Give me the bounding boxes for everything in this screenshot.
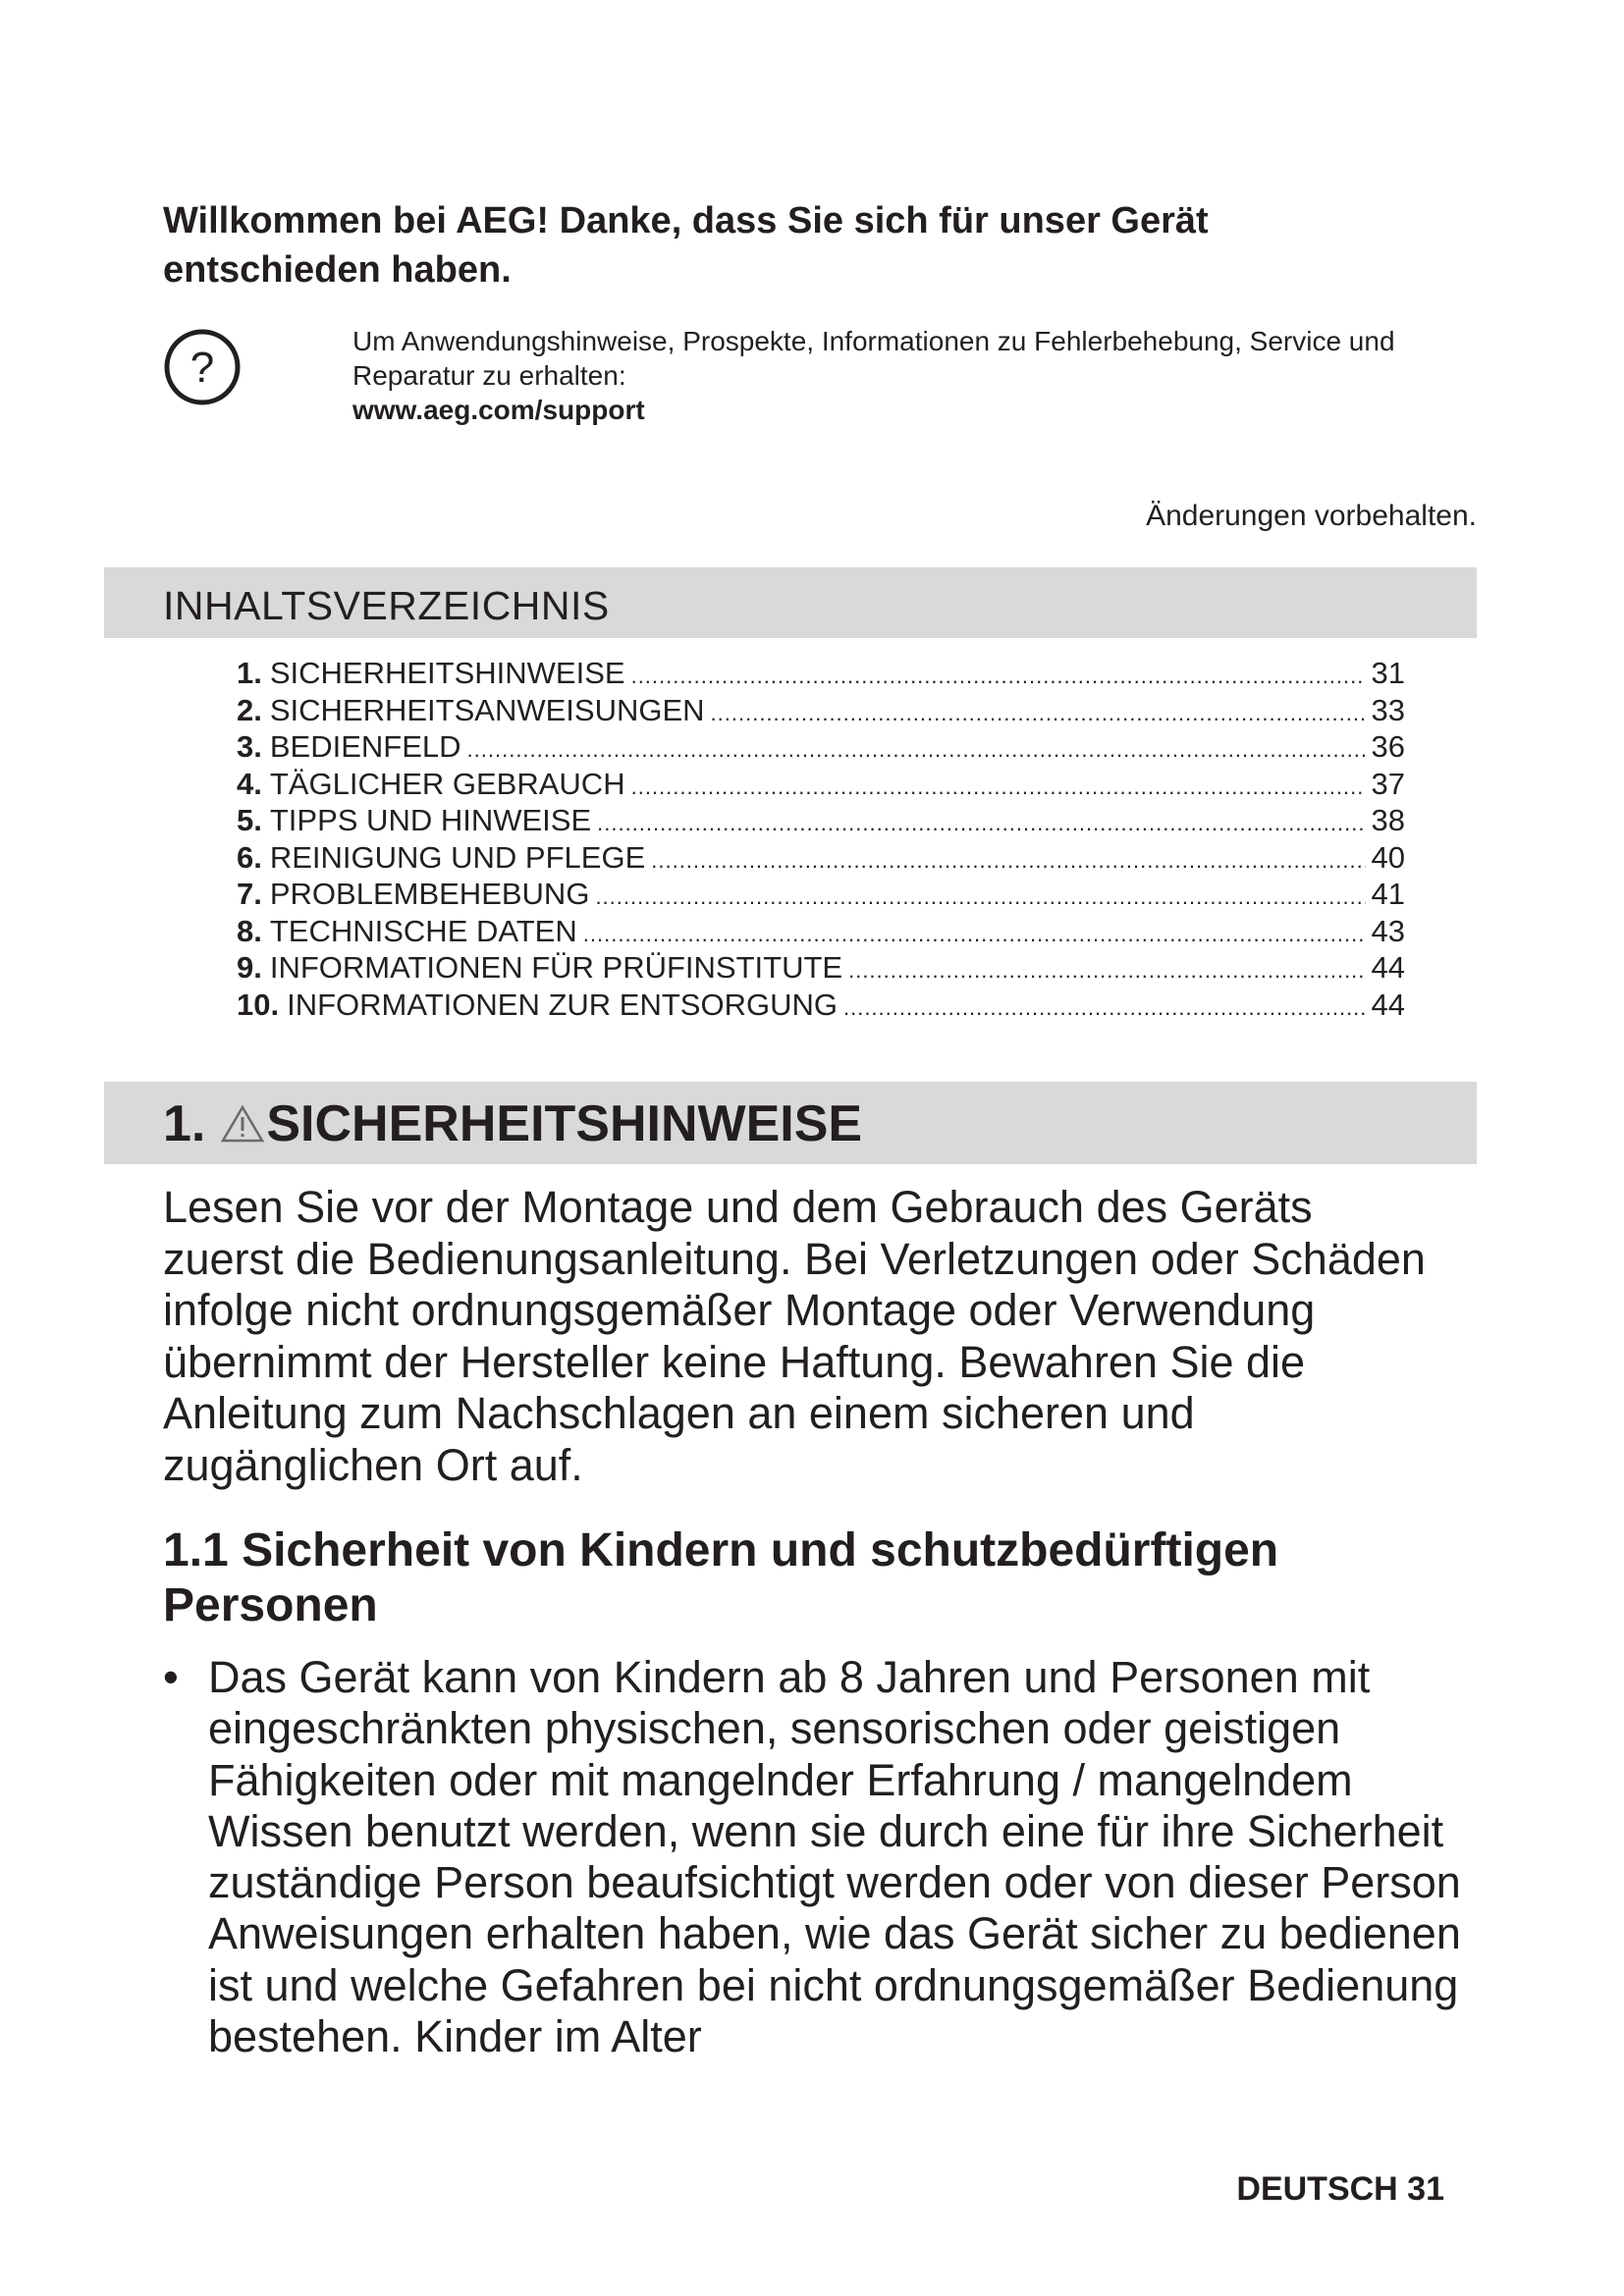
welcome-heading: Willkommen bei AEG! Danke, dass Sie sich für unser Gerät entschieden haben. — [163, 200, 1209, 291]
toc-entry-page: 43 — [1371, 913, 1405, 948]
toc-entry-page: 36 — [1371, 729, 1405, 764]
toc-entry-page: 40 — [1371, 839, 1405, 875]
toc-entry[interactable] — [237, 839, 1405, 877]
toc-entry-number: 7. — [237, 877, 262, 911]
toc-entry-page: 41 — [1371, 877, 1405, 911]
toc-entry[interactable] — [237, 766, 1405, 803]
subsection-title: 1.1 Sicherheit von Kindern und schutzbedürftigen Personen — [163, 1524, 1279, 1631]
toc-entry[interactable] — [237, 876, 1405, 913]
toc-entry-number: 1. — [237, 656, 262, 690]
toc-entry-page: 33 — [1371, 692, 1405, 727]
toc-entry-page: 31 — [1371, 656, 1405, 690]
section-title — [163, 1094, 862, 1154]
toc-entry-label: TÄGLICHER GEBRAUCH — [269, 766, 625, 801]
toc-entry[interactable] — [237, 913, 1405, 950]
intro-paragraph: Lesen Sie vor der Montage und dem Gebrauch des Geräts zuerst die Bedienungsanleitung. Bei Verletzungen oder Schäden infolge nicht ordnungsgemäßer Montage oder Verwendung übernimmt der Hersteller keine Haftung. Bewahren Sie die Anleitung zum Nachschlagen an einem sicheren und zugänglichen Ort auf. — [163, 1182, 1426, 1490]
toc-entry-label: INFORMATIONEN FÜR PRÜFINSTITUTE — [269, 950, 843, 985]
toc-dot-leader — [631, 658, 1366, 695]
toc-entry[interactable] — [237, 802, 1405, 839]
question-circle-icon — [163, 328, 242, 406]
page-footer: DEUTSCH 31 — [1236, 2170, 1444, 2208]
toc-entry[interactable] — [237, 655, 1405, 692]
toc-entry-number: 3. — [237, 729, 262, 764]
toc-entry-page: 44 — [1371, 950, 1405, 985]
support-description: Um Anwendungshinweise, Prospekte, Informationen zu Fehlerbehebung, Service und Reparatur zu erhalten: — [352, 326, 1395, 391]
toc-entry-number: 2. — [237, 692, 262, 727]
toc-entry-number: 8. — [237, 913, 262, 948]
toc-entry-number: 6. — [237, 839, 262, 875]
support-info — [352, 324, 1482, 427]
toc-entry-label: SICHERHEITSANWEISUNGEN — [269, 692, 705, 727]
toc-entry-number: 9. — [237, 950, 262, 985]
toc-entry[interactable] — [237, 949, 1405, 987]
toc-entry-label: REINIGUNG UND PFLEGE — [269, 839, 646, 875]
toc-dot-leader — [597, 805, 1365, 842]
toc-dot-leader — [467, 731, 1366, 769]
toc-dot-leader — [711, 695, 1366, 732]
toc-dot-leader — [651, 842, 1365, 880]
toc-entry-label: INFORMATIONEN ZUR ENTSORGUNG — [287, 987, 838, 1022]
toc-entry-label: BEDIENFELD — [269, 729, 461, 764]
toc-dot-leader — [595, 879, 1365, 916]
toc-entry-page: 44 — [1371, 987, 1405, 1022]
toc-dot-leader — [843, 989, 1366, 1027]
support-link[interactable]: www.aeg.com/support — [352, 395, 645, 425]
section-number: 1. — [163, 1095, 206, 1152]
toc-dot-leader — [848, 952, 1365, 989]
warning-triangle-icon — [221, 1104, 264, 1144]
toc-title: INHALTSVERZEICHNIS — [163, 583, 610, 628]
toc-entry-label: SICHERHEITSHINWEISE — [269, 656, 625, 690]
bullet-text: Das Gerät kann von Kindern ab 8 Jahren und Personen mit eingeschränkten physischen, sensorischen oder geistigen Fähigkeiten oder mit mangelnder Erfahrung / mangelndem Wissen benutzt werden, wenn sie durch eine für ihre Sicherheit zuständige Person beaufsichtigt werden oder von dieser Person Anweisungen erhalten haben, wie das Gerät sicher zu bedienen ist und welche Gefahren bei nicht ordnungsgemäßer Bedienung bestehen. Kinder im Alter — [208, 1652, 1461, 2062]
toc-entry-number: 10. — [237, 987, 280, 1022]
section-title-text: SICHERHEITSHINWEISE — [266, 1095, 863, 1152]
toc-entry[interactable] — [237, 728, 1405, 766]
toc-entry-number: 5. — [237, 803, 262, 837]
toc-entry[interactable] — [237, 987, 1405, 1024]
toc-dot-leader — [583, 916, 1366, 953]
svg-text:?: ? — [189, 344, 215, 392]
bullet-marker: • — [163, 1652, 179, 1702]
toc-entry-label: TECHNISCHE DATEN — [269, 913, 577, 948]
toc-entry-page: 37 — [1371, 766, 1405, 801]
toc-entry-label: TIPPS UND HINWEISE — [269, 803, 592, 837]
changes-note: Änderungen vorbehalten. — [1146, 500, 1477, 532]
toc-entry-label: PROBLEMBEHEBUNG — [269, 877, 590, 911]
toc-entry-number: 4. — [237, 766, 262, 801]
toc-entry[interactable] — [237, 692, 1405, 729]
toc-dot-leader — [631, 769, 1366, 806]
toc-entry-page: 38 — [1371, 803, 1405, 837]
toc-list — [237, 655, 1405, 1023]
